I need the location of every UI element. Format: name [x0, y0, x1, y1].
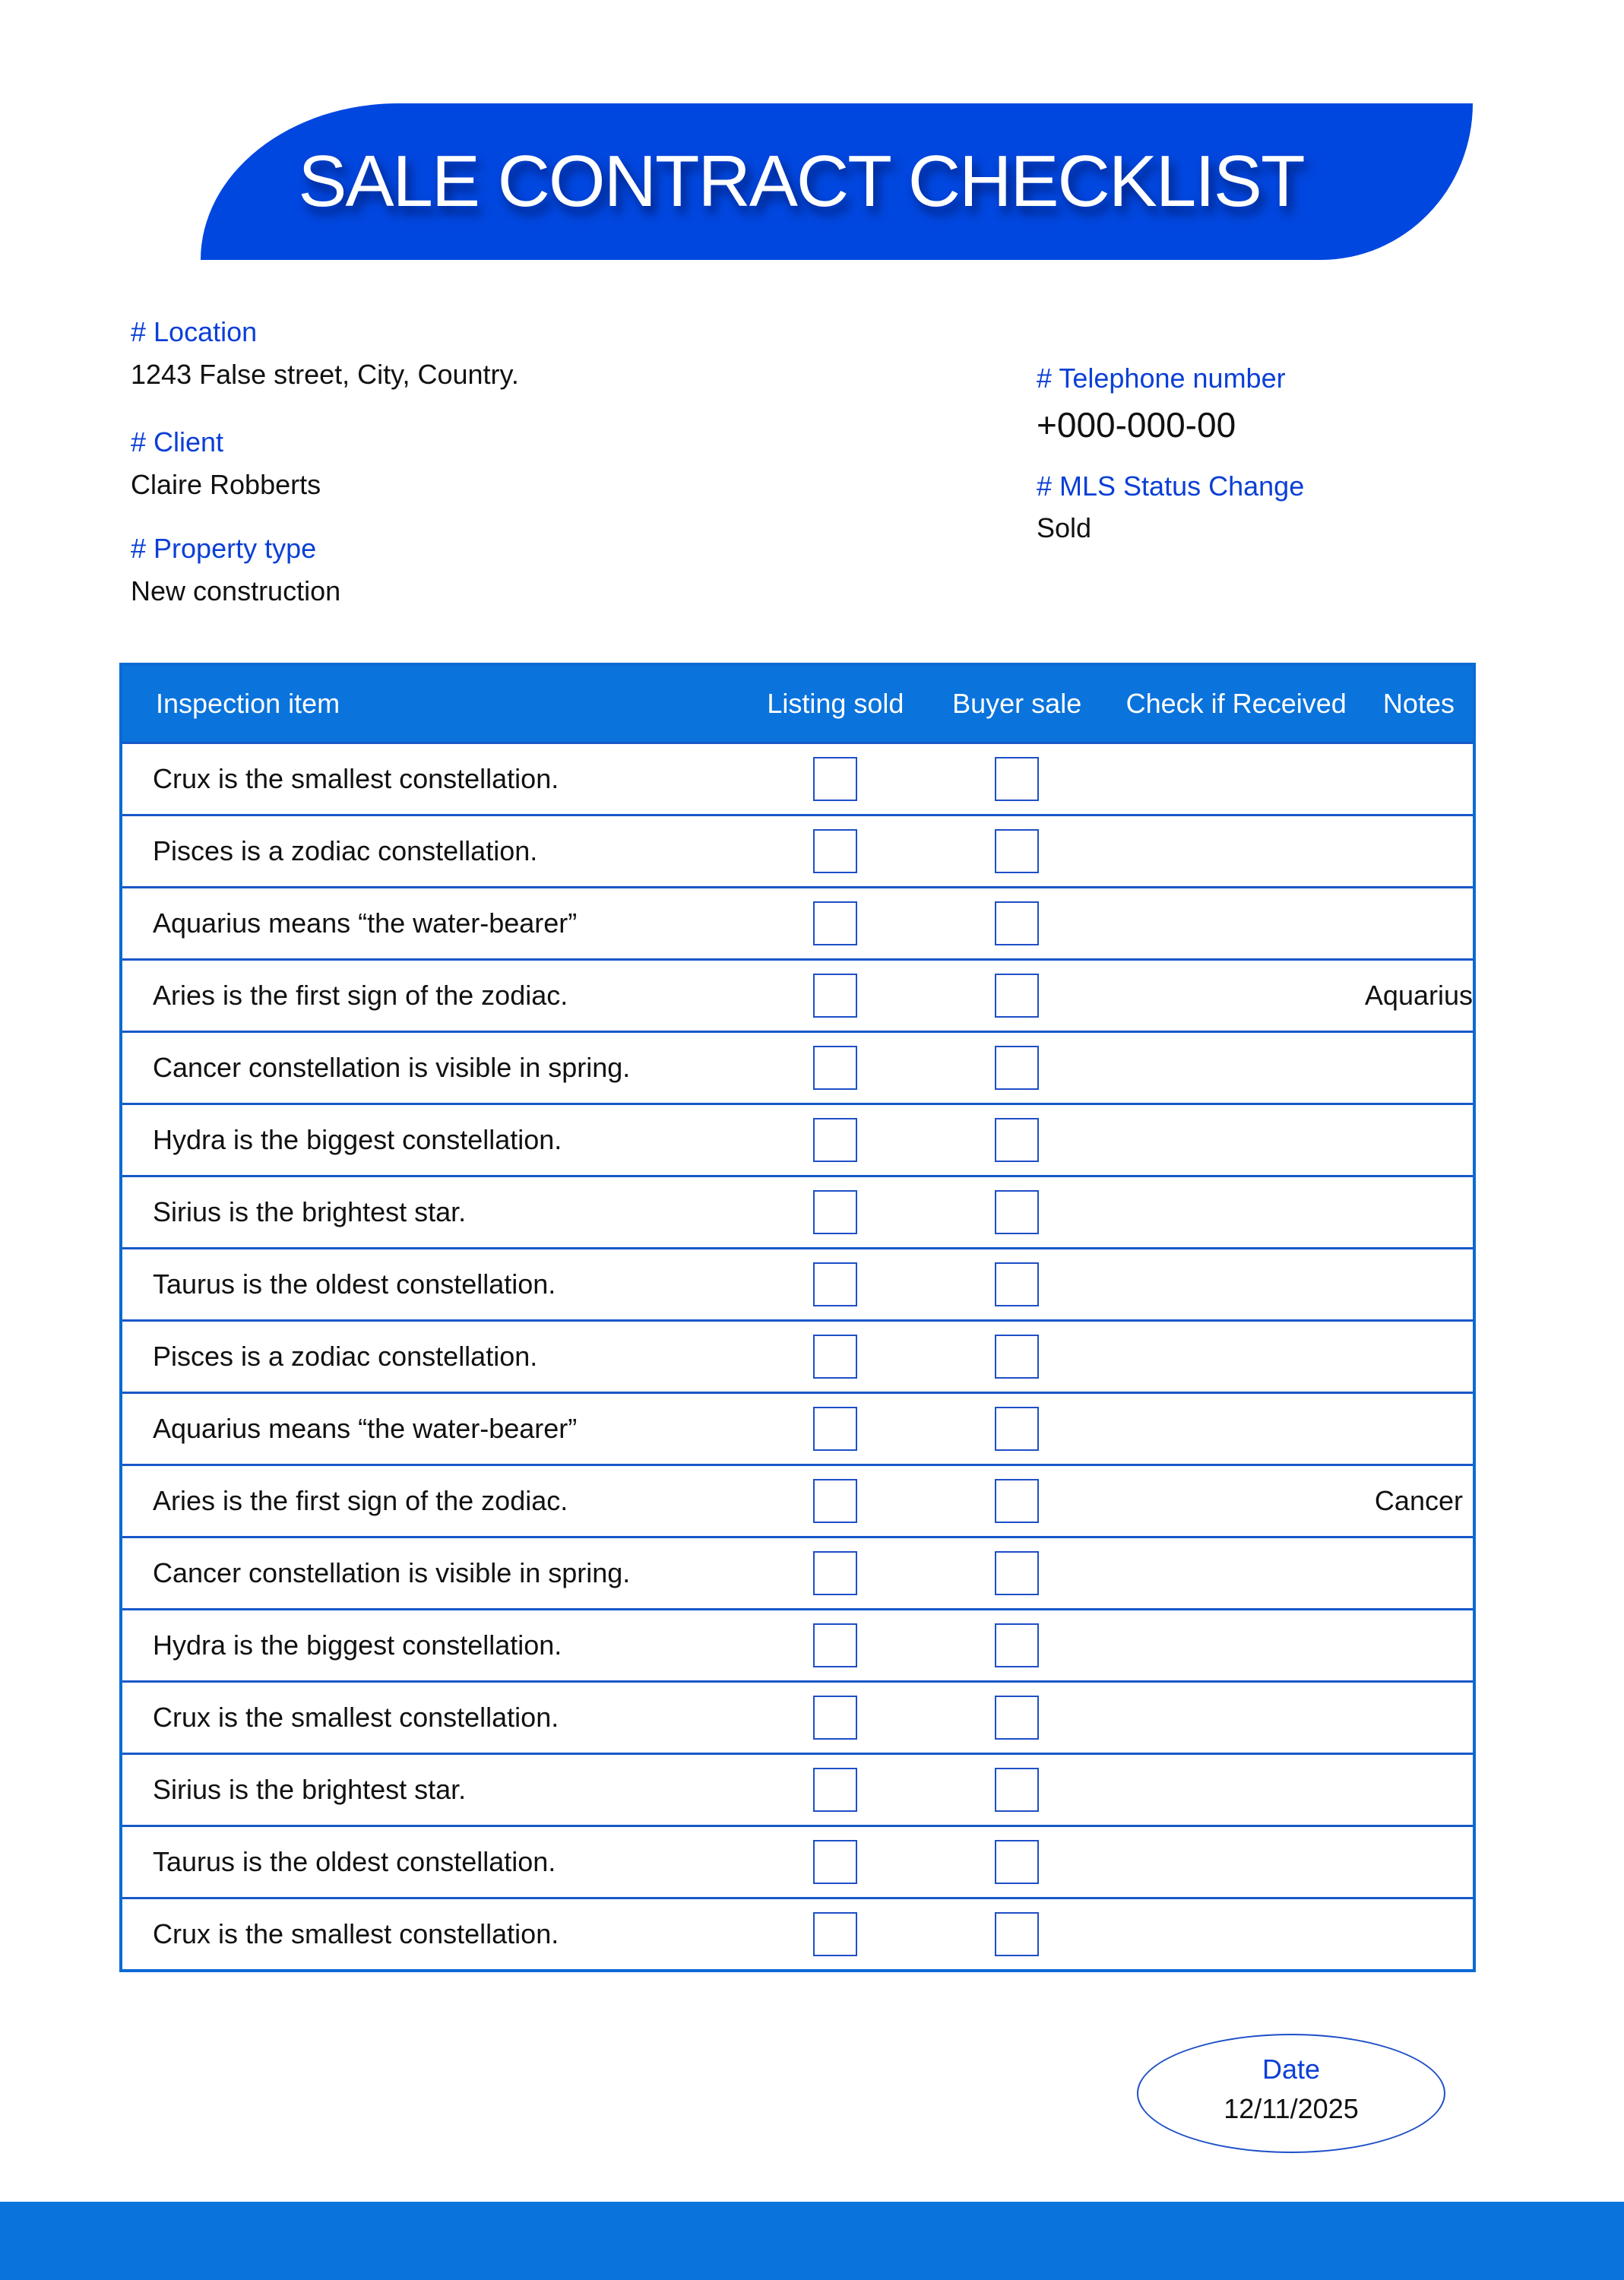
- notes-cell[interactable]: [1365, 888, 1474, 960]
- table-row: [121, 1537, 1474, 1610]
- mls-status-label: # MLS Status Change: [1037, 470, 1305, 502]
- header-buyer-sale: Buyer sale: [926, 664, 1108, 743]
- notes-cell[interactable]: [1365, 1032, 1474, 1104]
- table-row: [121, 1898, 1474, 1971]
- client-label: # Client: [131, 426, 224, 458]
- listing-sold-checkbox[interactable]: [813, 1840, 857, 1884]
- buyer-sale-checkbox[interactable]: [995, 1840, 1039, 1884]
- check-if-received-cell[interactable]: [1108, 743, 1365, 815]
- buyer-sale-checkbox[interactable]: [995, 1262, 1039, 1306]
- location-label: # Location: [131, 316, 258, 347]
- inspection-item: Pisces is a zodiac constellation.: [121, 815, 745, 888]
- table-row: [121, 743, 1474, 815]
- table-row: [121, 960, 1474, 1032]
- inspection-item: Aries is the first sign of the zodiac.: [121, 1465, 745, 1537]
- property-type-value: New construction: [131, 575, 341, 606]
- listing-sold-checkbox[interactable]: [813, 1190, 857, 1234]
- inspection-item: Sirius is the brightest star.: [121, 1754, 745, 1826]
- header-notes: Notes: [1365, 664, 1474, 743]
- inspection-item: Crux is the smallest constellation.: [121, 743, 745, 815]
- notes-cell[interactable]: Aquarius: [1365, 960, 1474, 1032]
- listing-sold-checkbox[interactable]: [813, 1912, 857, 1956]
- client-value: Claire Robberts: [131, 469, 321, 500]
- check-if-received-cell[interactable]: [1108, 1393, 1365, 1465]
- notes-cell[interactable]: [1365, 1176, 1474, 1249]
- buyer-sale-checkbox[interactable]: [995, 1768, 1039, 1812]
- inspection-item: Aquarius means “the water-bearer”: [121, 888, 745, 960]
- listing-sold-checkbox[interactable]: [813, 757, 857, 801]
- table-row: [121, 1249, 1474, 1321]
- notes-cell[interactable]: [1365, 1610, 1474, 1682]
- buyer-sale-checkbox[interactable]: [995, 1046, 1039, 1090]
- inspection-item: Crux is the smallest constellation.: [121, 1898, 745, 1971]
- listing-sold-checkbox[interactable]: [813, 974, 857, 1018]
- check-if-received-cell[interactable]: [1108, 1826, 1365, 1898]
- date-label: Date: [1262, 2054, 1321, 2085]
- header-check-if-received: Check if Received: [1108, 664, 1365, 743]
- table-row: [121, 1682, 1474, 1754]
- inspection-item: Taurus is the oldest constellation.: [121, 1826, 745, 1898]
- location-value: 1243 False street, City, Country.: [131, 359, 519, 390]
- listing-sold-checkbox[interactable]: [813, 1046, 857, 1090]
- buyer-sale-checkbox[interactable]: [995, 757, 1039, 801]
- listing-sold-checkbox[interactable]: [813, 1335, 857, 1379]
- listing-sold-checkbox[interactable]: [813, 1118, 857, 1162]
- notes-cell[interactable]: [1365, 1104, 1474, 1176]
- table-header-row: [121, 664, 1474, 743]
- buyer-sale-checkbox[interactable]: [995, 829, 1039, 873]
- buyer-sale-checkbox[interactable]: [995, 1912, 1039, 1956]
- footer-bar: [0, 2202, 1624, 2280]
- check-if-received-cell[interactable]: [1108, 1610, 1365, 1682]
- notes-cell[interactable]: [1365, 1682, 1474, 1754]
- inspection-item: Hydra is the biggest constellation.: [121, 1610, 745, 1682]
- check-if-received-cell[interactable]: [1108, 1682, 1365, 1754]
- check-if-received-cell[interactable]: [1108, 815, 1365, 888]
- notes-cell[interactable]: [1365, 1393, 1474, 1465]
- telephone-value: +000-000-00: [1037, 405, 1236, 445]
- inspection-item: Cancer constellation is visible in spring.: [121, 1032, 745, 1104]
- table-row: [121, 815, 1474, 888]
- buyer-sale-checkbox[interactable]: [995, 974, 1039, 1018]
- table-row: [121, 1826, 1474, 1898]
- listing-sold-checkbox[interactable]: [813, 829, 857, 873]
- inspection-item: Crux is the smallest constellation.: [121, 1682, 745, 1754]
- buyer-sale-checkbox[interactable]: [995, 901, 1039, 945]
- notes-cell[interactable]: [1365, 1898, 1474, 1971]
- buyer-sale-checkbox[interactable]: [995, 1190, 1039, 1234]
- table-row: [121, 1321, 1474, 1393]
- notes-cell[interactable]: Cancer: [1365, 1465, 1474, 1537]
- date-value: 12/11/2025: [1224, 2093, 1359, 2124]
- notes-cell[interactable]: [1365, 1754, 1474, 1826]
- page-title: SALE CONTRACT CHECKLIST: [298, 141, 1304, 222]
- table-row: [121, 1465, 1474, 1537]
- inspection-item: Aries is the first sign of the zodiac.: [121, 960, 745, 1032]
- checklist-table: [119, 663, 1476, 1972]
- inspection-item: Cancer constellation is visible in spring.: [121, 1537, 745, 1610]
- listing-sold-checkbox[interactable]: [813, 1768, 857, 1812]
- inspection-item: Aquarius means “the water-bearer”: [121, 1393, 745, 1465]
- table-row: [121, 1176, 1474, 1249]
- inspection-item: Taurus is the oldest constellation.: [121, 1249, 745, 1321]
- buyer-sale-checkbox[interactable]: [995, 1551, 1039, 1595]
- check-if-received-cell[interactable]: [1108, 1032, 1365, 1104]
- listing-sold-checkbox[interactable]: [813, 1623, 857, 1667]
- listing-sold-checkbox[interactable]: [813, 1551, 857, 1595]
- check-if-received-cell[interactable]: [1108, 960, 1365, 1032]
- header-listing-sold: Listing sold: [745, 664, 926, 743]
- buyer-sale-checkbox[interactable]: [995, 1118, 1039, 1162]
- inspection-item: Sirius is the brightest star.: [121, 1176, 745, 1249]
- mls-status-value: Sold: [1037, 512, 1092, 543]
- notes-cell[interactable]: [1365, 1321, 1474, 1393]
- notes-cell[interactable]: [1365, 1249, 1474, 1321]
- check-if-received-cell[interactable]: [1108, 888, 1365, 960]
- table-row: [121, 1104, 1474, 1176]
- listing-sold-checkbox[interactable]: [813, 1407, 857, 1451]
- buyer-sale-checkbox[interactable]: [995, 1407, 1039, 1451]
- check-if-received-cell[interactable]: [1108, 1104, 1365, 1176]
- listing-sold-checkbox[interactable]: [813, 1262, 857, 1306]
- buyer-sale-checkbox[interactable]: [995, 1696, 1039, 1740]
- telephone-label: # Telephone number: [1037, 363, 1286, 394]
- listing-sold-checkbox[interactable]: [813, 901, 857, 945]
- notes-cell[interactable]: [1365, 815, 1474, 888]
- notes-cell[interactable]: [1365, 743, 1474, 815]
- buyer-sale-checkbox[interactable]: [995, 1623, 1039, 1667]
- check-if-received-cell[interactable]: [1108, 1537, 1365, 1610]
- check-if-received-cell[interactable]: [1108, 1898, 1365, 1971]
- check-if-received-cell[interactable]: [1108, 1249, 1365, 1321]
- table-row: [121, 1610, 1474, 1682]
- notes-cell[interactable]: [1365, 1537, 1474, 1610]
- notes-cell[interactable]: [1365, 1826, 1474, 1898]
- table-row: [121, 1032, 1474, 1104]
- check-if-received-cell[interactable]: [1108, 1321, 1365, 1393]
- listing-sold-checkbox[interactable]: [813, 1479, 857, 1523]
- listing-sold-checkbox[interactable]: [813, 1696, 857, 1740]
- check-if-received-cell[interactable]: [1108, 1176, 1365, 1249]
- inspection-item: Pisces is a zodiac constellation.: [121, 1321, 745, 1393]
- header-inspection-item: Inspection item: [121, 664, 745, 743]
- table-row: [121, 888, 1474, 960]
- table-row: [121, 1754, 1474, 1826]
- check-if-received-cell[interactable]: [1108, 1465, 1365, 1537]
- property-type-label: # Property type: [131, 533, 317, 564]
- table-row: [121, 1393, 1474, 1465]
- buyer-sale-checkbox[interactable]: [995, 1335, 1039, 1379]
- date-stamp: [1137, 2034, 1445, 2153]
- buyer-sale-checkbox[interactable]: [995, 1479, 1039, 1523]
- inspection-item: Hydra is the biggest constellation.: [121, 1104, 745, 1176]
- check-if-received-cell[interactable]: [1108, 1754, 1365, 1826]
